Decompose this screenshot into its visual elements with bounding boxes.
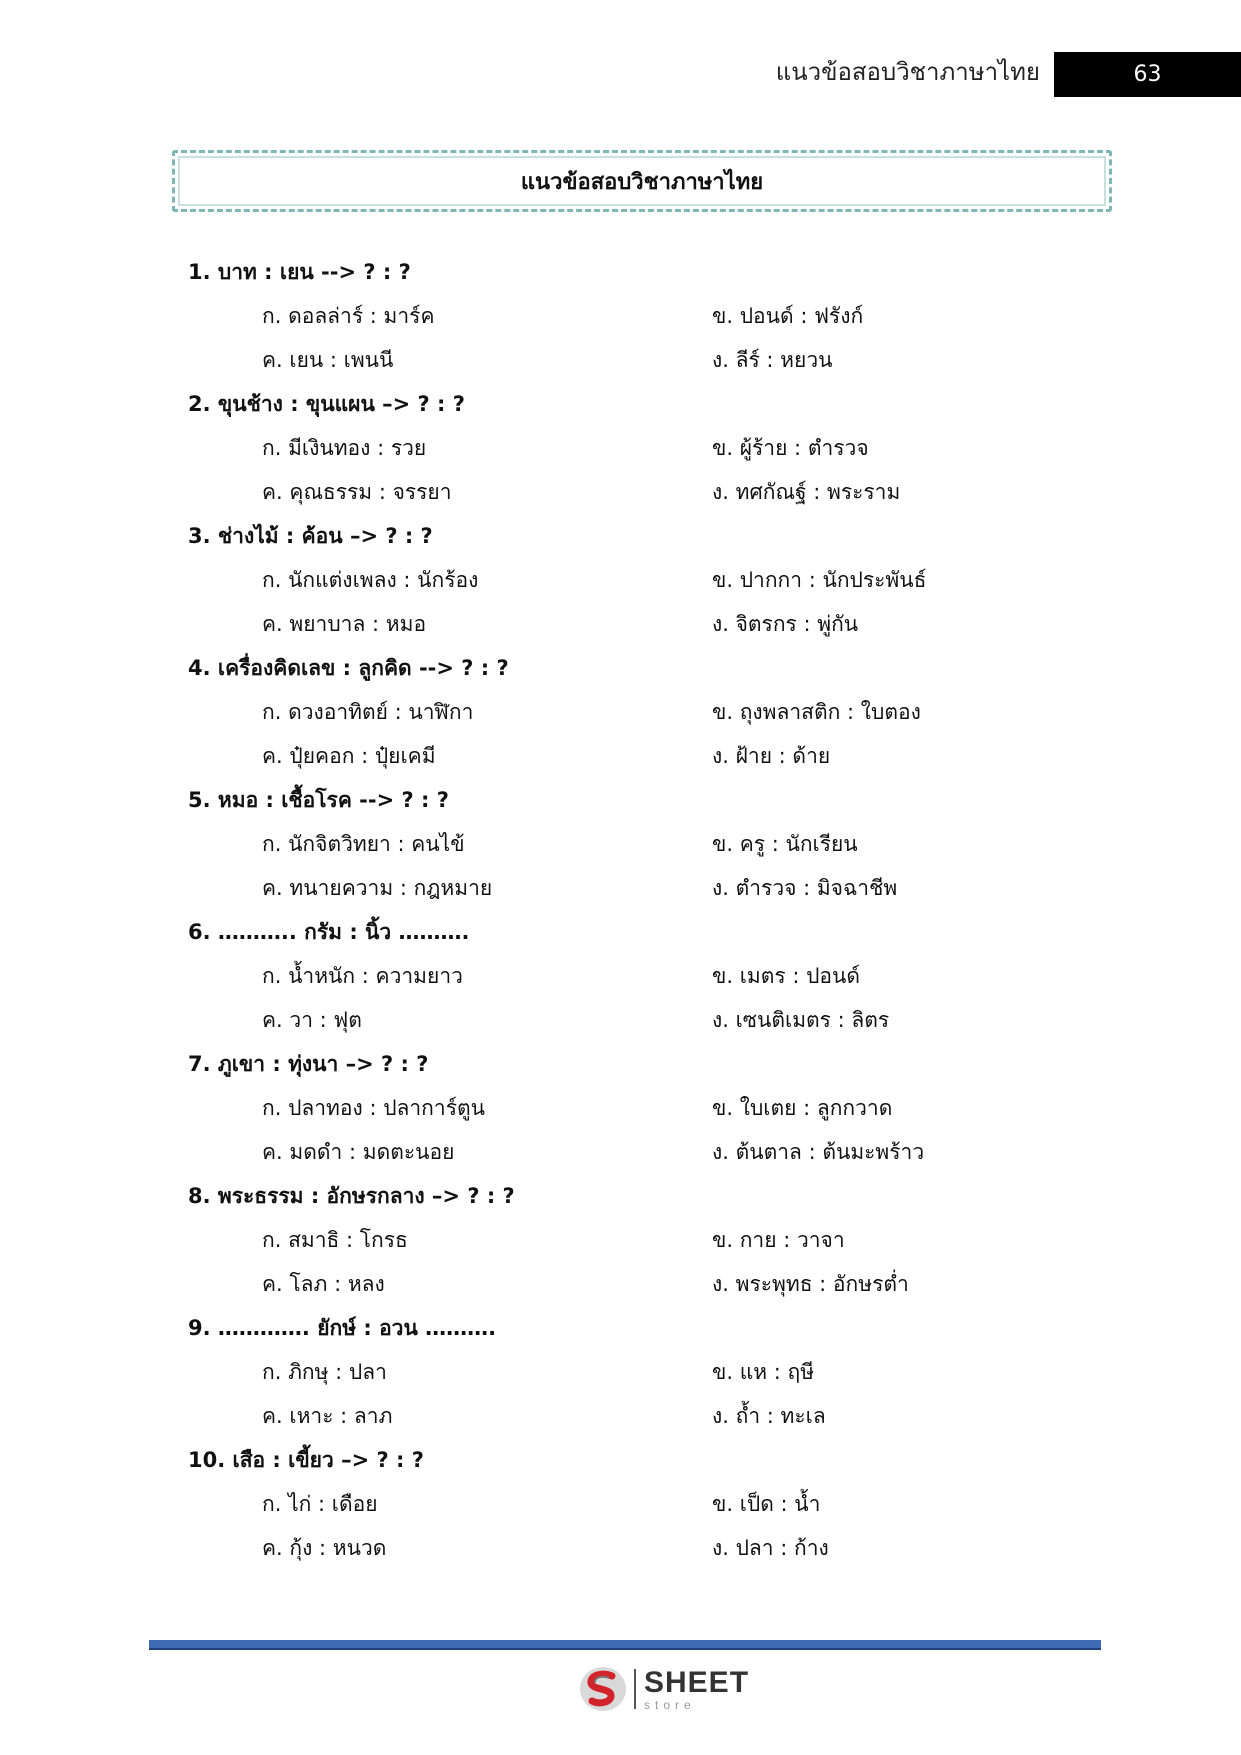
option-d: ง. พระพุทธ : อักษรต่ำ (712, 1272, 909, 1296)
option-row (188, 1086, 1188, 1130)
option-a: ก. ดวงอาทิตย์ : นาฬิกา (262, 700, 474, 724)
question-stem: 5. หมอ : เชื้อโรค --> ? : ? (188, 788, 449, 812)
question-stem: 7. ภูเขา : ทุ่งนา –> ? : ? (188, 1052, 429, 1076)
option-b: ข. เป็ด : น้ำ (712, 1492, 821, 1516)
option-d: ง. เซนติเมตร : ลิตร (712, 1008, 890, 1032)
sheet-store-logo (578, 1664, 749, 1714)
option-row (188, 1262, 1188, 1306)
question-7 (188, 1042, 1188, 1174)
question-8 (188, 1174, 1188, 1306)
question-4 (188, 646, 1188, 778)
option-c: ค. กุ้ง : หนวด (262, 1536, 387, 1560)
option-d: ง. ทศกัณฐ์ : พระราม (712, 480, 901, 504)
option-d: ง. ถ้ำ : ทะเล (712, 1404, 826, 1428)
option-d: ง. ตำรวจ : มิจฉาชีพ (712, 876, 898, 900)
option-a: ก. ภิกษุ : ปลา (262, 1360, 387, 1384)
option-row (188, 602, 1188, 646)
option-row (188, 822, 1188, 866)
footer-divider-line (149, 1640, 1101, 1650)
question-6 (188, 910, 1188, 1042)
option-d: ง. ต้นตาล : ต้นมะพร้าว (712, 1140, 925, 1164)
question-stem: 8. พระธรรม : อักษรกลาง –> ? : ? (188, 1184, 515, 1208)
option-a: ก. นักจิตวิทยา : คนไข้ (262, 832, 465, 856)
option-d: ง. ฝ้าย : ด้าย (712, 744, 831, 768)
option-c: ค. พยาบาล : หมอ (262, 612, 427, 636)
sheet-store-s-icon (578, 1664, 628, 1714)
option-c: ค. โลภ : หลง (262, 1272, 385, 1296)
option-c: ค. ปุ๋ยคอก : ปุ๋ยเคมี (262, 744, 436, 768)
page-number: 63 (1133, 62, 1162, 87)
option-a: ก. น้ำหนัก : ความยาว (262, 964, 463, 988)
question-stem: 4. เครื่องคิดเลข : ลูกคิด --> ? : ? (188, 656, 509, 680)
question-5 (188, 778, 1188, 910)
option-b: ข. ถุงพลาสติก : ใบตอง (712, 700, 921, 724)
option-row (188, 866, 1188, 910)
option-a: ก. ไก่ : เดือย (262, 1492, 378, 1516)
logo-separator (634, 1669, 636, 1709)
option-d: ง. ลีร์ : หยวน (712, 348, 833, 372)
option-c: ค. วา : ฟุต (262, 1008, 362, 1032)
option-c: ค. มดดำ : มดตะนอย (262, 1140, 455, 1164)
option-c: ค. เยน : เพนนี (262, 348, 394, 372)
question-2 (188, 382, 1188, 514)
question-stem: 1. บาท : เยน --> ? : ? (188, 260, 411, 284)
option-row (188, 338, 1188, 382)
option-row (188, 470, 1188, 514)
option-row (188, 1482, 1188, 1526)
option-row (188, 426, 1188, 470)
question-9 (188, 1306, 1188, 1438)
option-b: ข. ผู้ร้าย : ตำรวจ (712, 436, 869, 460)
option-a: ก. มีเงินทอง : รวย (262, 436, 427, 460)
option-b: ข. กาย : วาจา (712, 1228, 845, 1252)
option-row (188, 1218, 1188, 1262)
option-b: ข. เมตร : ปอนด์ (712, 964, 861, 988)
option-a: ก. ปลาทอง : ปลาการ์ตูน (262, 1096, 485, 1120)
question-3 (188, 514, 1188, 646)
section-title-box (172, 150, 1112, 212)
option-b: ข. ใบเตย : ลูกกวาด (712, 1096, 893, 1120)
option-b: ข. ครู : นักเรียน (712, 832, 858, 856)
option-c: ค. เหาะ : ลาภ (262, 1404, 393, 1428)
question-10 (188, 1438, 1188, 1570)
question-stem: 6. ……….. กรัม : นิ้ว ………. (188, 920, 470, 944)
option-row (188, 998, 1188, 1042)
option-row (188, 954, 1188, 998)
option-a: ก. ดอลล่าร์ : มาร์ค (262, 304, 435, 328)
option-row (188, 690, 1188, 734)
option-row (188, 1394, 1188, 1438)
option-b: ข. ปากกา : นักประพันธ์ (712, 568, 927, 592)
option-b: ข. ปอนด์ : ฟรังก์ (712, 304, 864, 328)
question-stem: 2. ขุนช้าง : ขุนแผน –> ? : ? (188, 392, 465, 416)
question-stem: 3. ช่างไม้ : ค้อน –> ? : ? (188, 524, 433, 548)
question-stem: 9. …………. ยักษ์ : อวน ………. (188, 1316, 497, 1340)
page-number-box (1054, 52, 1241, 97)
question-1 (188, 250, 1188, 382)
option-d: ง. จิตรกร : พู่กัน (712, 612, 859, 636)
option-c: ค. คุณธรรม : จรรยา (262, 480, 452, 504)
logo-subword: store (644, 1697, 696, 1712)
option-row (188, 734, 1188, 778)
option-row (188, 558, 1188, 602)
page-header-title: แนวข้อสอบวิชาภาษาไทย (775, 58, 1040, 86)
option-row (188, 294, 1188, 338)
option-row (188, 1350, 1188, 1394)
option-row (188, 1130, 1188, 1174)
option-d: ง. ปลา : ก้าง (712, 1536, 829, 1560)
logo-word: SHEET (644, 1665, 750, 1699)
question-stem: 10. เสือ : เขี้ยว –> ? : ? (188, 1448, 424, 1472)
question-list (188, 250, 1188, 1570)
option-c: ค. ทนายความ : กฎหมาย (262, 876, 493, 900)
option-b: ข. แห : ฤษี (712, 1360, 815, 1384)
logo-text (644, 1665, 750, 1712)
option-a: ก. สมาธิ : โกรธ (262, 1228, 408, 1252)
section-title: แนวข้อสอบวิชาภาษาไทย (520, 169, 764, 195)
option-a: ก. นักแต่งเพลง : นักร้อง (262, 568, 479, 592)
option-row (188, 1526, 1188, 1570)
